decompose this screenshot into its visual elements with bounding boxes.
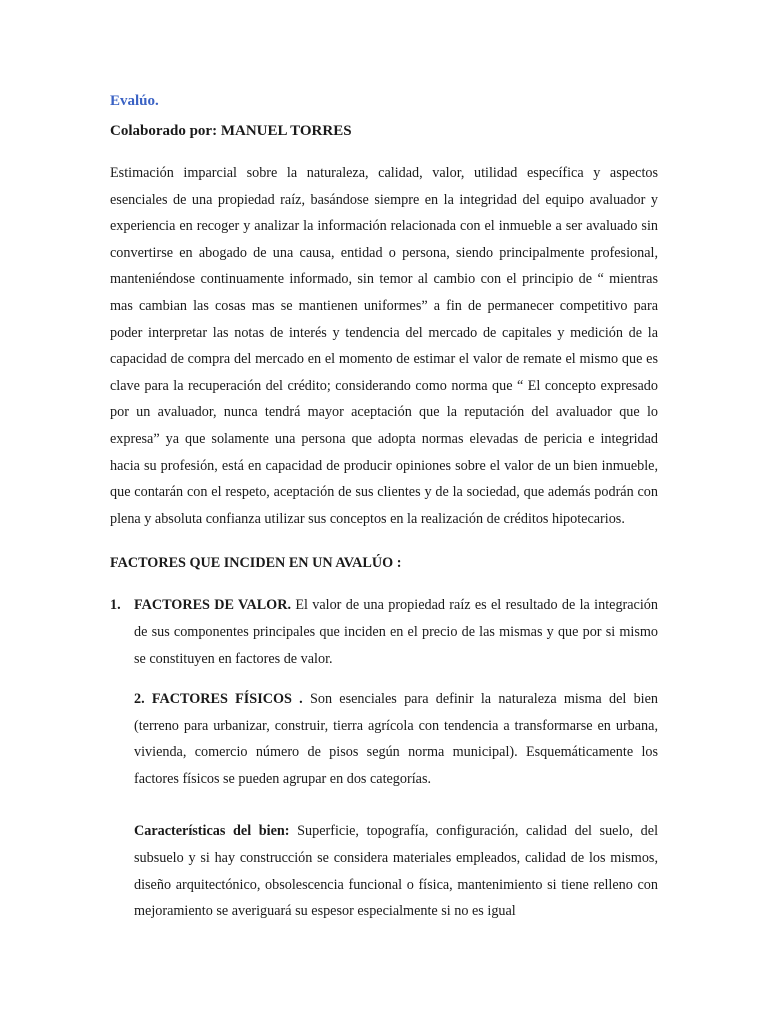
list-item-factores-valor — [110, 592, 658, 672]
caracteristicas-heading: Características del bien: — [134, 823, 290, 840]
author-name: MANUEL TORRES — [220, 123, 352, 139]
document-title: Evalúo. — [110, 93, 159, 109]
caracteristicas-body: Superficie, topografía, configuración, calidad del suelo, del subsuelo y si hay construcción se considera materiales empleados, calidad de los mismos, diseño arquitectónico, obsolescencia funcional o física, mantenimiento si tiene relleno con mejoramiento se averiguará su espesor especialmente si no es igual — [134, 823, 659, 920]
list-number: 1. — [110, 597, 121, 614]
intro-paragraph: Estimación imparcial sobre la naturaleza, calidad, valor, utilidad específica y aspectos esenciales de una propiedad raíz, basándose siempre en la integridad del equipo avaluador y experiencia en recoger y analizar la información relacionada con el inmueble a ser avaluado sin convertirse en abogado de una causa, entidad o persona, siendo principalmente profesional, manteniéndose continuamente informado, sin temor al cambio con el principio de “ mientras mas cambian las cosas mas se mantienen uniformes” a fin de permanecer competitivo para poder interpretar las notas de interés y tendencia del mercado de capitales y medición de la capacidad de compra del mercado en el momento de estimar el valor de remate el mismo que es clave para la recuperación del crédito; considerando como norma que “ El concepto expresado por un avaluador, nunca tendrá mayor aceptación que la reputación del avaluador que lo expresa” ya que solamente una persona que adopta normas elevadas de pericia e integridad hacia su profesión, está en capacidad de producir opiniones sobre el valor de un bien inmueble, que contarán con el respeto, aceptación de sus clientes y de la sociedad, que además podrán con plena y absoluta confianza utilizar sus conceptos en la realización de créditos hipotecarios. — [110, 165, 658, 527]
byline — [110, 122, 658, 140]
list-item-heading: FACTORES DE VALOR. — [134, 597, 291, 614]
section-heading: FACTORES QUE INCIDEN EN UN AVALÚO : — [110, 555, 402, 572]
spacer — [110, 792, 658, 818]
list-item-text — [134, 592, 658, 672]
factores-fisicos-paragraph — [134, 686, 658, 792]
byline-label: Colaborado por: — [110, 123, 218, 139]
factores-fisicos-heading: 2. FACTORES FÍSICOS . — [134, 691, 303, 708]
list-item-body: El valor de una propiedad raíz es el resultado de la integración de sus componentes principales que inciden en el precio de las mismas y que por si mismo se constituyen en factores de valor. — [134, 597, 658, 667]
caracteristicas-paragraph — [134, 818, 658, 924]
factores-fisicos-body: Son esenciales para definir la naturaleza misma del bien (terreno para urbanizar, construir, tierra agrícola con tendencia a transformarse en urbana, vivienda, comercio número de pisos según norma municipal). Esquemáticamente los factores físicos se pueden agrupar en dos categorías. — [134, 691, 658, 787]
